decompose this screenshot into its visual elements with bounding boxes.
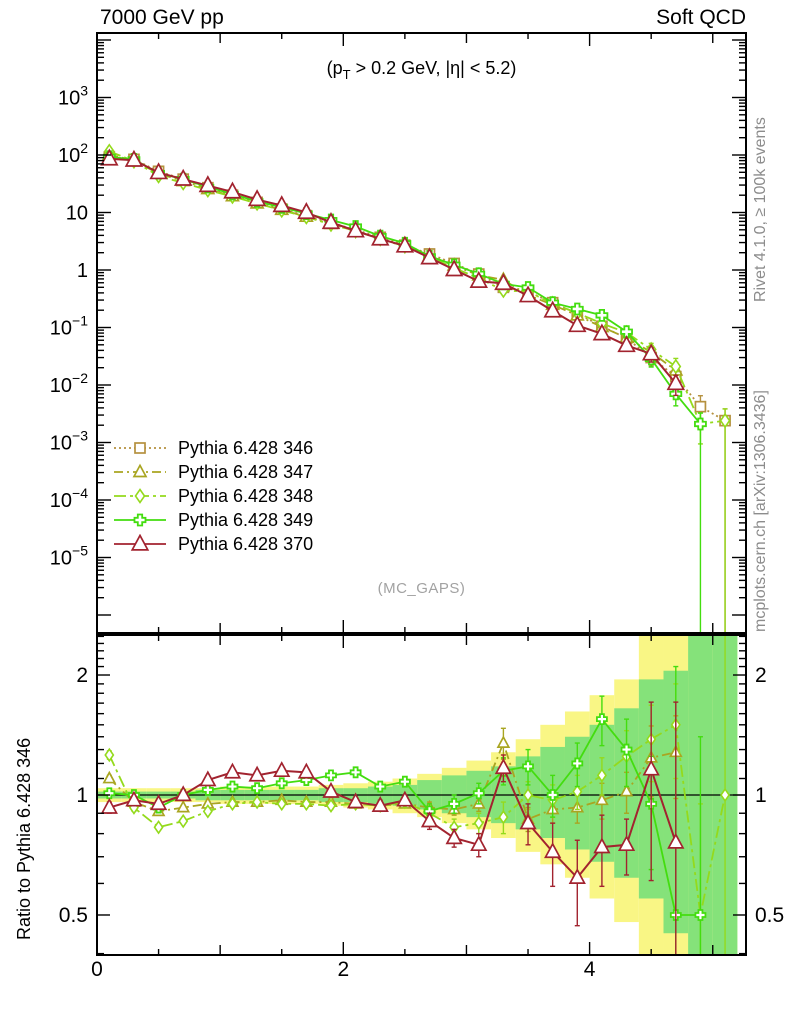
series-main-349 — [104, 151, 706, 633]
ratio-tick-label-left: 1 — [76, 784, 88, 807]
legend-marker-icon — [112, 510, 168, 530]
y-tick-exponent: −2 — [72, 370, 88, 386]
category-title: Soft QCD — [656, 6, 746, 29]
marker-ratio-370 — [447, 830, 461, 843]
annotation-pre: (p — [326, 58, 343, 78]
y-tick-exponent: −1 — [72, 312, 88, 329]
series-line-346 — [109, 157, 725, 421]
mcplots-arxiv-note: mcplots.cern.ch [arXiv:1306.3436] — [752, 390, 769, 632]
legend-marker-icon — [112, 438, 168, 458]
y-tick-label-main: $10^{-2}$ — [49, 370, 88, 397]
y-tick-label-main: 1 — [76, 260, 88, 282]
legend-item-347 — [112, 460, 313, 484]
legend-marker-icon — [112, 462, 168, 482]
page-title: 7000 GeV pp — [100, 6, 224, 29]
series-line-370 — [109, 159, 675, 384]
series-main-370 — [102, 150, 684, 395]
legend-item-348 — [112, 484, 313, 508]
ratio-tick-label-right: 1 — [755, 784, 767, 807]
main-panel-content — [102, 145, 731, 633]
marker-main-349 — [596, 310, 607, 321]
y-tick-label-main: $10^{-1}$ — [49, 312, 88, 340]
legend-label: Pythia 6.428 348 — [178, 485, 314, 506]
legend — [112, 436, 313, 556]
legend-label: Pythia 6.428 346 — [178, 437, 314, 458]
y-tick-label-main: $10^{-4}$ — [49, 485, 88, 512]
y-tick-exponent: −3 — [72, 427, 88, 444]
marker-ratio-370 — [275, 763, 289, 776]
y-tick-label-main: $10^{-3}$ — [49, 427, 88, 455]
legend-marker-icon — [112, 486, 168, 506]
series-main-346 — [104, 152, 730, 633]
series-line-349 — [109, 157, 700, 424]
legend-item-346 — [112, 436, 313, 460]
x-tick-label: 2 — [337, 958, 350, 981]
y-tick-label-main: $10^3$ — [57, 82, 88, 110]
marker-ratio-347 — [498, 737, 509, 747]
legend-marker-icon — [112, 534, 168, 554]
legend-marker-triangle — [134, 465, 146, 476]
ratio-tick-label-left: 2 — [76, 664, 88, 688]
legend-marker-diamond — [136, 490, 145, 503]
y-tick-label-main: 10 — [65, 202, 88, 225]
y-tick-exponent: −5 — [72, 542, 88, 559]
legend-label: Pythia 6.428 370 — [178, 533, 314, 554]
rivet-version-note: Rivet 4.1.0, ≥ 100k events — [752, 117, 769, 302]
ratio-tick-label-left: 0.5 — [58, 903, 88, 927]
y-tick-label-main: $10^{-5}$ — [49, 542, 88, 570]
marker-ratio-349 — [351, 767, 361, 777]
marker-main-346 — [695, 402, 705, 412]
x-tick-label: 4 — [583, 958, 596, 981]
x-tick-label: 0 — [91, 958, 103, 981]
legend-label: Pythia 6.428 349 — [178, 509, 314, 530]
ratio-tick-label-right: 0.5 — [755, 903, 785, 927]
legend-item-370 — [112, 532, 313, 556]
legend-item-349 — [112, 508, 313, 532]
legend-marker-plus — [135, 515, 146, 526]
y-tick-exponent: 3 — [80, 82, 88, 99]
marker-ratio-347 — [104, 773, 115, 783]
annotation-post: > 0.2 GeV, |η| < 5.2) — [350, 58, 517, 78]
marker-ratio-349 — [326, 770, 336, 780]
y-tick-exponent: 2 — [80, 140, 88, 156]
legend-marker-triangle — [132, 535, 148, 549]
marker-ratio-348 — [179, 815, 187, 827]
analysis-watermark: (MC_GAPS) — [377, 580, 466, 597]
y-tick-exponent: −4 — [72, 485, 88, 501]
ratio-panel-content — [97, 633, 746, 957]
marker-ratio-370 — [225, 764, 239, 777]
marker-ratio-348 — [155, 821, 163, 833]
legend-label: Pythia 6.428 347 — [178, 461, 314, 482]
series-main-348 — [105, 145, 730, 633]
y-tick-label-main: $10^2$ — [57, 140, 88, 167]
ratio-tick-label-right: 2 — [755, 664, 767, 688]
legend-marker-square — [135, 443, 145, 453]
ratio-axis-label: Ratio to Pythia 6.428 346 — [14, 737, 34, 940]
annotation-subscript: T — [342, 67, 351, 82]
